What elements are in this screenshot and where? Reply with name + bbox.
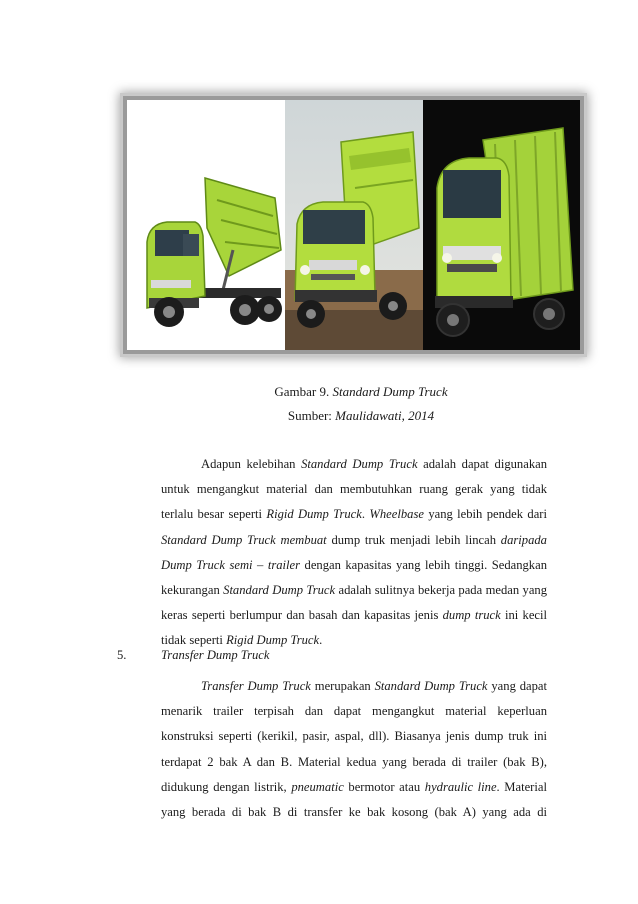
text-run: yang lebih pendek dari xyxy=(423,507,547,522)
italic-run: Transfer Dump Truck xyxy=(201,679,311,693)
text-line xyxy=(161,578,547,603)
text-run: dump truk menjadi lebih lincah xyxy=(326,532,501,547)
text-run: kekurangan xyxy=(161,583,224,598)
paragraph-transfer-dump-truck xyxy=(161,674,547,825)
caption-prefix: Gambar 9. xyxy=(274,384,333,399)
text-run: adalah sulitnya bekerja pada medan yang xyxy=(335,583,547,598)
figure-caption xyxy=(0,384,638,400)
text-run: didukung dengan listrik, xyxy=(161,779,292,794)
text-run: ini kecil xyxy=(500,608,548,623)
source-prefix: Sumber: xyxy=(287,408,336,423)
figure-photo-frame xyxy=(123,96,584,354)
text-run: untuk mengangkut material dan membutuhkan ruang gerak yang tidak xyxy=(161,482,547,497)
italic-run: Standard Dump Truck membuat xyxy=(161,532,327,547)
section-number: 5. xyxy=(117,648,127,662)
figure-source xyxy=(0,408,638,424)
text-run: tidak seperti xyxy=(161,633,227,648)
photo-cargo-truck-night xyxy=(423,100,580,350)
italic-run: Standard Dump Truck xyxy=(374,679,488,693)
text-line xyxy=(161,800,547,825)
italic-run: Wheelbase xyxy=(369,507,424,522)
photo-dump-truck-outdoor xyxy=(285,100,423,350)
text-run: . Material xyxy=(496,779,547,794)
caption-title: Standard Dump Truck xyxy=(332,384,448,399)
italic-run: pneumatic xyxy=(291,779,344,794)
text-line xyxy=(161,553,547,578)
text-run: . xyxy=(361,507,370,522)
text-run: dengan kapasitas yang lebih tinggi. Sedangkan xyxy=(300,557,547,572)
text-line xyxy=(161,750,547,775)
text-line xyxy=(161,477,547,502)
text-run: keras seperti berlumpur dan basah dan kapasitas jenis xyxy=(161,608,443,623)
italic-run: Standard Dump Truck xyxy=(301,457,418,471)
text-line xyxy=(161,452,547,477)
italic-run: Standard Dump Truck xyxy=(223,583,336,598)
source-text: Maulidawati, 2014 xyxy=(335,408,435,423)
italic-run: daripada xyxy=(500,532,547,547)
text-run: Adapun kelebihan xyxy=(201,457,302,471)
text-run: terlalu besar seperti xyxy=(161,507,267,522)
section-title: Transfer Dump Truck xyxy=(161,648,270,662)
text-run: bermotor atau xyxy=(343,779,425,794)
text-line xyxy=(161,699,547,724)
text-line xyxy=(161,502,547,527)
italic-run: Rigid Dump Truck xyxy=(226,633,320,648)
text-line xyxy=(161,724,547,749)
italic-run: Rigid Dump Truck xyxy=(266,507,362,522)
text-run: . xyxy=(319,633,323,648)
section-heading xyxy=(117,648,269,663)
text-line xyxy=(161,603,547,628)
photo-tipped-dump-truck xyxy=(133,100,285,350)
text-run: yang dapat xyxy=(487,679,547,693)
italic-run: dump truck xyxy=(442,608,501,623)
text-line xyxy=(161,528,547,553)
text-run: adalah dapat digunakan xyxy=(417,457,548,471)
paragraph-standard-dump-truck xyxy=(161,452,547,654)
text-run: menarik trailer terpisah dan dapat mengangkut material keperluan xyxy=(161,704,547,719)
italic-run: hydraulic line xyxy=(424,779,497,794)
text-run: konstruksi seperti (kerikil, pasir, aspal, dll). Biasanya jenis dump truk ini xyxy=(161,729,547,744)
italic-run: Dump Truck semi – trailer xyxy=(161,557,301,572)
text-run: merupakan xyxy=(310,679,375,693)
text-line xyxy=(161,674,547,699)
text-run: terdapat 2 bak A dan B. Material kedua yang berada di trailer (bak B), xyxy=(161,754,547,769)
text-line xyxy=(161,775,547,800)
text-run: yang berada di bak B di transfer ke bak kosong (bak A) yang ada di xyxy=(161,805,547,820)
